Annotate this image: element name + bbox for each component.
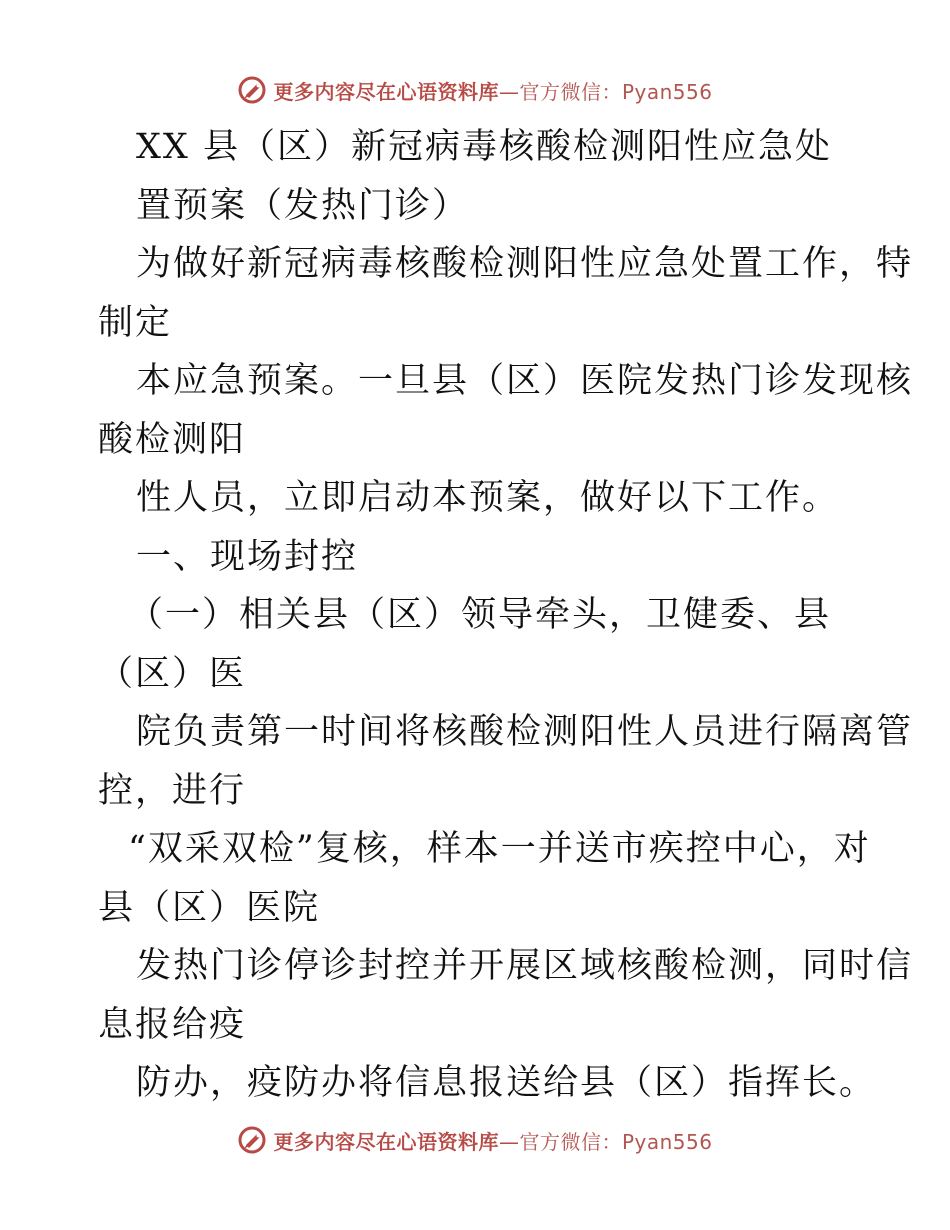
footer-banner [0, 1120, 950, 1160]
paragraph-line: （区）医 [98, 653, 247, 694]
paragraph-line: 发热门诊停诊封控并开展区域核酸检测，同时信 [136, 946, 914, 986]
paragraph-line: 控，进行 [98, 770, 247, 811]
pen-nib-circle-icon [237, 1125, 267, 1155]
paragraph-line: 息报给疫 [98, 1004, 247, 1045]
document-title-line-2: 置预案（发热门诊） [136, 185, 470, 226]
banner-wechat-text: 官方微信：Pyan556 [519, 79, 713, 104]
paragraph-line: （一）相关县（区）领导牵头，卫健委、县 [128, 595, 832, 635]
paragraph-line: 院负责第一时间将核酸检测阳性人员进行隔离管 [136, 712, 914, 752]
banner-separator: — [498, 1129, 520, 1154]
document-title-line-1: XX 县（区）新冠病毒核酸检测阳性应急处 [136, 127, 832, 167]
paragraph-line: 酸检测阳 [98, 419, 247, 460]
document-body [98, 118, 914, 1113]
banner-site-text: 更多内容尽在心语资料库 [273, 79, 499, 104]
header-banner [0, 70, 950, 110]
pen-nib-circle-icon [237, 75, 267, 105]
banner-text [273, 1126, 712, 1155]
paragraph-line: 县（区）医院 [98, 887, 321, 928]
banner-text [273, 76, 712, 105]
paragraph-line: 性人员，立即启动本预案，做好以下工作。 [136, 478, 840, 518]
banner-site-text: 更多内容尽在心语资料库 [273, 1129, 499, 1154]
paragraph-line: 制定 [98, 302, 173, 343]
paragraph-line: 防办，疫防办将信息报送给县（区）指挥长。 [136, 1063, 877, 1103]
section-heading: 一、现场封控 [136, 536, 359, 577]
paragraph-line: 为做好新冠病毒核酸检测阳性应急处置工作，特 [136, 244, 914, 284]
banner-separator: — [498, 79, 520, 104]
banner-wechat-text: 官方微信：Pyan556 [519, 1129, 713, 1154]
paragraph-line: “双采双检”复核，样本一并送市疾控中心，对 [128, 829, 871, 869]
paragraph-line: 本应急预案。一旦县（区）医院发热门诊发现核 [136, 361, 914, 401]
